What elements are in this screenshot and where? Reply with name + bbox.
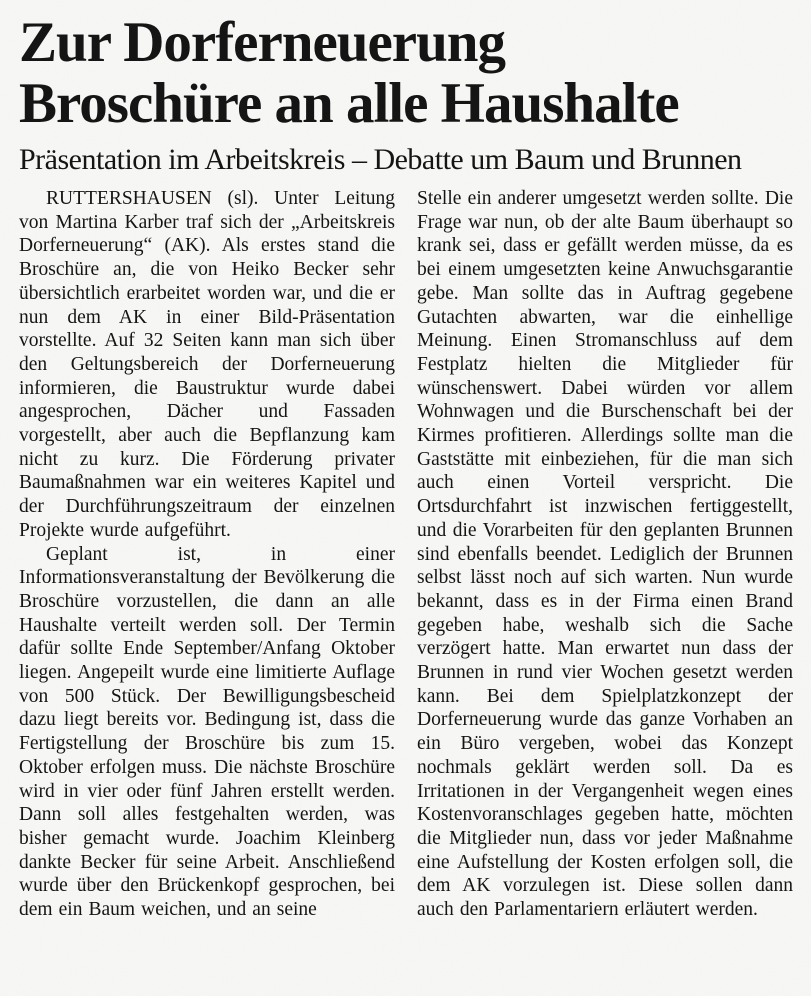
column-left (19, 187, 395, 922)
headline-line-1: Zur Dorferneuerung (19, 11, 505, 74)
article-header (0, 0, 811, 176)
article-paragraph-1: RUTTERSHAUSEN (sl). Unter Leitung von Martina Karber traf sich der „Arbeitskreis Dorferneuerung“ (AK). Als erstes stand die Broschüre an, die von Heiko Becker sehr übersichtlich erarbeitet worden war, und die er nun dem AK in einer Bild-Präsentation vorstellte. Auf 32 Seiten kann man sich über den Geltungsbereich der Dorferneuerung informieren, die Baustruktur wurde dabei angesprochen, Dächer und Fassaden vorgestellt, aber auch die Bepflanzung kam nicht zu kurz. Die Förderung privater Baumaßnahmen war ein weiteres Kapitel und der Durchführungszeitraum der einzelnen Projekte wurde aufgeführt. (19, 188, 395, 541)
article-body (0, 176, 811, 922)
headline (19, 12, 793, 134)
headline-line-2: Broschüre an alle Haushalte (19, 72, 679, 135)
article-paragraph-2: Geplant ist, in einer Informationsveranstaltung der Bevölkerung die Broschüre vorzustellen, die dann an alle Haushalte verteilt werden soll. Der Termin dafür sollte Ende September/Anfang Oktober liegen. Angepeilt wurde eine limitierte Auflage von 500 Stück. Der Bewilligungsbescheid dazu liegt bereits vor. Bedingung ist, dass die Fertigstellung der Broschüre bis zum 15. Oktober erfolgen muss. Die nächste Broschüre wird in vier oder fünf Jahren erstellt werden. Dann soll alles festgehalten werden, was bisher gemacht wurde. Joachim Kleinberg dankte Becker für seine Arbeit. Anschließend wurde über den Brückenkopf gesprochen, bei dem ein Baum weichen, und an seine (19, 543, 395, 921)
subheadline: Präsentation im Arbeitskreis – Debatte um Baum und Brunnen (19, 143, 742, 176)
article-paragraph-3: Stelle ein anderer umgesetzt werden sollte. Die Frage war nun, ob der alte Baum überhaupt so krank sei, dass er gefällt werden müsse, da es bei einem umgesetzten keine Anwuchsgarantie gebe. Man sollte das in Auftrag gegebene Gutachten abwarten, war die einhellige Meinung. Einen Stromanschluss auf dem Festplatz hielten die Mitglieder für wünschenswert. Dabei würden vor allem Wohnwagen und die Burschenschaft bei der Kirmes profitieren. Allerdings sollte man die Gaststätte mit einbeziehen, für die man sich auch einen Vorteil verspricht. Die Ortsdurchfahrt ist inzwischen fertiggestellt, und die Vorarbeiten für den geplanten Brunnen sind ebenfalls beendet. Lediglich der Brunnen selbst lässt noch auf sich warten. Nun wurde bekannt, dass es in der Firma einen Brand gegeben habe, weshalb sich die Sache verzögert hatte. Man erwartet nun dass der Brunnen in rund vier Wochen gesetzt werden kann. Bei dem Spielplatzkonzept der Dorferneuerung wurde das ganze Vorhaben an ein Büro vergeben, wobei das Konzept nochmals geklärt werden soll. Da es Irritationen in der Vergangenheit wegen eines Kostenvoranschlages gegeben hatte, möchten die Mitglieder nun, dass vor jeder Maßnahme eine Aufstellung der Kosten erfolgen soll, die dem AK vorzulegen ist. Diese sollen dann auch den Parlamentariern erläutert werden. (417, 188, 793, 921)
column-right (417, 187, 793, 922)
